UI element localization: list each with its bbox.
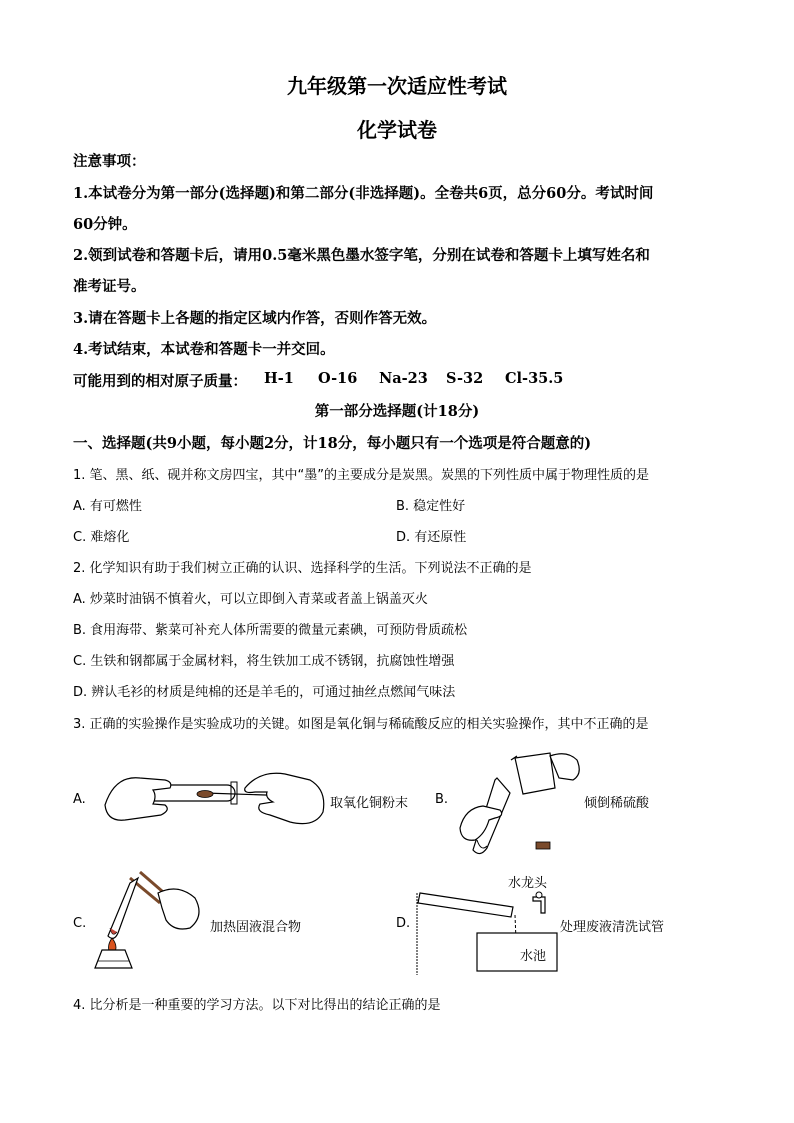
figure-caption: 处理废液清洗试管 <box>560 920 665 935</box>
option: B. 稳定性好 <box>396 499 466 514</box>
option-label: C. <box>73 916 87 931</box>
option: D. 有还原性 <box>396 530 467 545</box>
atomic-mass: O-16 <box>318 370 358 387</box>
atomic-mass: Cl-35.5 <box>505 370 564 387</box>
option-label: A. <box>73 792 86 807</box>
option: C. 生铁和钢都属于金属材料，将生铁加工成不锈钢，抗腐蚀性增强 <box>73 654 455 669</box>
notice-item: 3.请在答题卡上各题的指定区域内作答，否则作答无效。 <box>73 310 437 327</box>
question-stem: 2. 化学知识有助于我们树立正确的认识、选择科学的生活。下列说法不正确的是 <box>73 561 532 576</box>
figure-pour-acid <box>455 748 585 860</box>
question-stem: 4. 比分析是一种重要的学习方法。以下对比得出的结论正确的是 <box>73 998 441 1013</box>
option-label: B. <box>435 792 449 807</box>
atomic-mass: Na-23 <box>379 370 428 387</box>
question-stem: 1. 笔、黑、纸、砚并称文房四宝，其中“墨”的主要成分是炭黑。炭黑的下列性质中属于物理性质的是 <box>73 468 650 483</box>
page-subtitle: 化学试卷 <box>357 118 437 142</box>
option: C. 难熔化 <box>73 530 130 545</box>
option: B. 食用海带、紫菜可补充人体所需要的微量元素碘，可预防骨质疏松 <box>73 623 468 638</box>
option: A. 炒菜时油锅不慎着火，可以立即倒入青菜或者盖上锅盖灭火 <box>73 592 428 607</box>
notice-heading: 注意事项： <box>73 153 146 170</box>
figure-powder-transfer <box>95 760 330 830</box>
figure-caption: 倾倒稀硫酸 <box>584 796 650 811</box>
page-title: 九年级第一次适应性考试 <box>287 74 507 98</box>
figure-waste-disposal <box>415 885 565 980</box>
part1-heading: 第一部分选择题(计18分) <box>314 403 480 420</box>
faucet-label: 水龙头 <box>508 876 548 891</box>
notice-item: 1.本试卷分为第一部分(选择题)和第二部分(非选择题)。全卷共6页，总分60分。考试时间 <box>73 185 654 202</box>
option: D. 辨认毛衫的材质是纯棉的还是羊毛的，可通过抽丝点燃闻气味法 <box>73 685 456 700</box>
figure-caption: 加热固液混合物 <box>210 920 302 935</box>
notice-item: 2.领到试卷和答题卡后，请用0.5毫米黑色墨水签字笔，分别在试卷和答题卡上填写姓名和 <box>73 247 650 264</box>
notice-item: 4.考试结束，本试卷和答题卡一并交回。 <box>73 341 335 358</box>
option: A. 有可燃性 <box>73 499 142 514</box>
figure-caption: 取氧化铜粉末 <box>330 796 409 811</box>
notice-item: 准考证号。 <box>73 278 146 295</box>
atomic-masses-label: 可能用到的相对原子质量： <box>73 373 247 390</box>
sink-label: 水池 <box>520 949 547 964</box>
figure-heating <box>90 868 210 978</box>
atomic-mass: S-32 <box>446 370 484 387</box>
section-heading: 一、选择题(共9小题，每小题2分，计18分，每小题只有一个选项是符合题意的) <box>73 435 592 452</box>
option-label: D. <box>396 916 411 931</box>
notice-item: 60分钟。 <box>73 216 137 233</box>
question-stem: 3. 正确的实验操作是实验成功的关键。如图是氧化铜与稀硫酸反应的相关实验操作，其中不正确的是 <box>73 717 649 732</box>
atomic-mass: H-1 <box>264 370 294 387</box>
